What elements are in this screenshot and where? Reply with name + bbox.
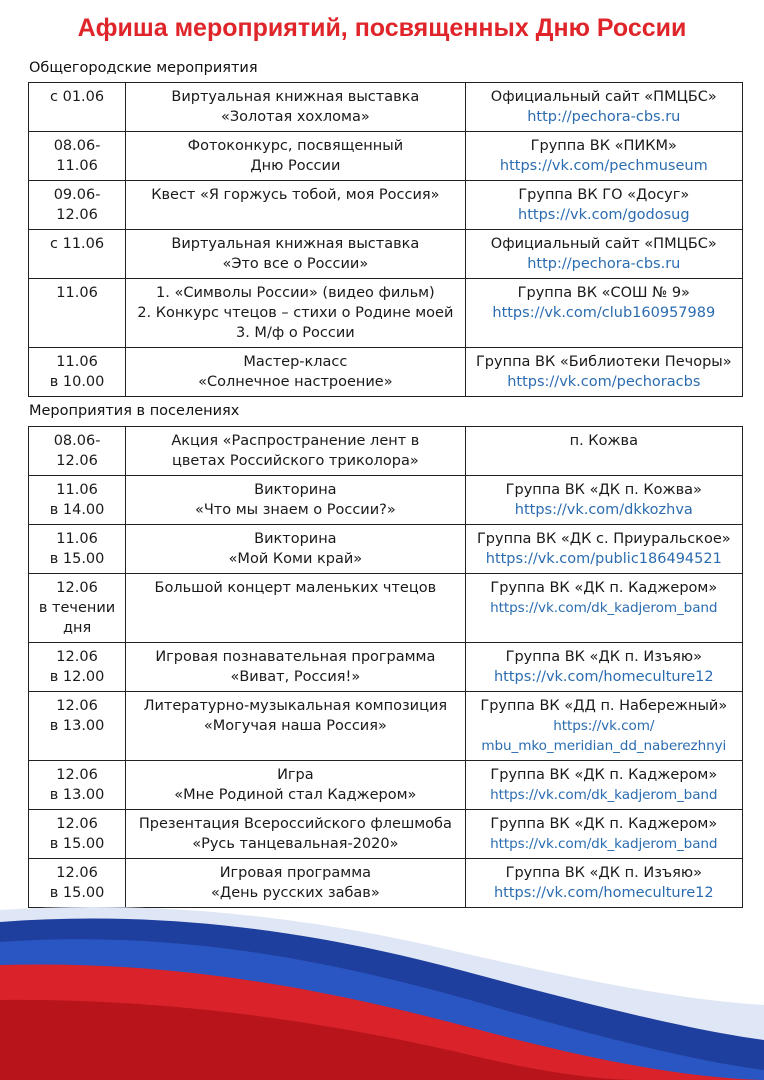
event-date: 12.06 в 13.00: [49, 698, 105, 734]
table-row: [29, 810, 743, 859]
venue-cell: [465, 643, 742, 692]
event-date: с 01.06: [50, 89, 105, 105]
event-date: 12.06 в 13.00: [49, 767, 105, 803]
date-cell: [29, 348, 126, 397]
event-text-line: Большой концерт маленьких чтецов: [154, 580, 437, 596]
venue-name: Официальный сайт «ПМЦБС»: [490, 236, 717, 252]
event-date: 09.06- 12.06: [53, 187, 101, 223]
event-cell: [126, 132, 465, 181]
event-cell: [126, 348, 465, 397]
venue-link[interactable]: https://vk.com/homeculture12: [493, 885, 714, 901]
event-text-line: «Золотая хохлома»: [221, 109, 370, 125]
event-date: 12.06 в 12.00: [49, 649, 105, 685]
venue-cell: [465, 574, 742, 643]
event-text-line: Викторина: [254, 531, 337, 547]
venue-cell: [465, 348, 742, 397]
date-cell: [29, 525, 126, 574]
date-cell: [29, 643, 126, 692]
venue-link[interactable]: https://vk.com/homeculture12: [493, 669, 714, 685]
venue-cell: [465, 181, 742, 230]
event-text-line: Акция «Распространение лент в: [171, 433, 420, 449]
date-cell: [29, 574, 126, 643]
event-text-line: 2. Конкурс чтецов – стихи о Родине моей: [137, 305, 454, 321]
date-cell: [29, 181, 126, 230]
event-date: 12.06 в 15.00: [49, 816, 105, 852]
date-cell: [29, 761, 126, 810]
table-row: [29, 279, 743, 348]
event-date: 08.06- 12.06: [53, 433, 101, 469]
event-text-line: «Русь танцевальная-2020»: [192, 836, 399, 852]
event-text-line: «Солнечное настроение»: [198, 374, 393, 390]
event-cell: [126, 525, 465, 574]
venue-name: Группа ВК «ДК п. Каджером»: [490, 816, 718, 832]
event-date: с 11.06: [50, 236, 105, 252]
table-row: [29, 761, 743, 810]
event-cell: [126, 230, 465, 279]
venue-name: Группа ВК «ДК п. Изъяю»: [505, 865, 702, 881]
table-row: [29, 427, 743, 476]
event-cell: [126, 810, 465, 859]
event-text-line: Виртуальная книжная выставка: [171, 89, 420, 105]
event-cell: [126, 476, 465, 525]
venue-cell: [465, 230, 742, 279]
event-text-line: Литературно-музыкальная композиция: [143, 698, 448, 714]
event-text-line: Квест «Я горжусь тобой, моя Россия»: [151, 187, 440, 203]
event-date: 12.06 в течении дня: [38, 580, 116, 636]
section-heading-city: Общегородские мероприятия: [29, 60, 258, 76]
event-date: 11.06 в 10.00: [49, 354, 105, 390]
event-cell: [126, 427, 465, 476]
venue-link[interactable]: https://vk.com/pechoracbs: [507, 374, 701, 390]
venue-link[interactable]: https://vk.com/dkkozhva: [514, 502, 693, 518]
table-row: [29, 83, 743, 132]
date-cell: [29, 230, 126, 279]
event-cell: [126, 279, 465, 348]
venue-cell: [465, 761, 742, 810]
section-heading-settlements: Мероприятия в поселениях: [29, 403, 240, 419]
date-cell: [29, 132, 126, 181]
settlement-events-table: [28, 426, 743, 908]
venue-name: Группа ВК «ДК п. Изъяю»: [505, 649, 702, 665]
venue-name: Группа ВК «Библиотеки Печоры»: [475, 354, 732, 370]
event-text-line: «Что мы знаем о России?»: [194, 502, 396, 518]
venue-name: Группа ВК «ДК п. Каджером»: [490, 767, 718, 783]
event-date: 11.06 в 14.00: [49, 482, 105, 518]
date-cell: [29, 279, 126, 348]
date-cell: [29, 476, 126, 525]
event-text-line: Игровая программа: [219, 865, 372, 881]
event-text-line: 1. «Символы России» (видео фильм): [156, 285, 435, 301]
venue-name: Официальный сайт «ПМЦБС»: [490, 89, 717, 105]
venue-cell: [465, 279, 742, 348]
venue-link[interactable]: https://vk.com/club160957989: [492, 305, 716, 321]
event-text-line: Мастер-класс: [243, 354, 348, 370]
event-date: 08.06- 11.06: [53, 138, 101, 174]
event-text-line: «Могучая наша Россия»: [203, 718, 387, 734]
event-cell: [126, 181, 465, 230]
event-text-line: Игра: [277, 767, 314, 783]
venue-name: Группа ВК ГО «Досуг»: [518, 187, 690, 203]
event-text-line: «Это все о России»: [222, 256, 369, 272]
table-row: [29, 132, 743, 181]
event-cell: [126, 643, 465, 692]
venue-cell: [465, 83, 742, 132]
venue-name: Группа ВК «ДК п. Каджером»: [490, 580, 718, 596]
event-text-line: «День русских забав»: [211, 885, 380, 901]
venue-cell: [465, 476, 742, 525]
event-cell: [126, 83, 465, 132]
venue-link[interactable]: https://vk.com/dk_kadjerom_band: [490, 787, 718, 803]
event-text-line: Виртуальная книжная выставка: [171, 236, 420, 252]
venue-link[interactable]: https://vk.com/ mbu_mko_meridian_dd_naberezhnyi: [481, 718, 727, 754]
venue-cell: [465, 692, 742, 761]
city-events-table: [28, 82, 743, 397]
venue-link[interactable]: https://vk.com/pechmuseum: [499, 158, 708, 174]
event-text-line: «Мне Родиной стал Каджером»: [174, 787, 417, 803]
venue-link[interactable]: https://vk.com/godosug: [518, 207, 690, 223]
event-text-line: Фотоконкурс, посвященный: [187, 138, 404, 154]
table-row: [29, 348, 743, 397]
date-cell: [29, 427, 126, 476]
event-text-line: Игровая познавательная программа: [155, 649, 436, 665]
venue-cell: [465, 525, 742, 574]
page-title: Афиша мероприятий, посвященных Дню России: [77, 14, 687, 42]
table-row: [29, 643, 743, 692]
venue-name: п. Кожва: [569, 433, 638, 449]
date-cell: [29, 810, 126, 859]
venue-link[interactable]: https://vk.com/public186494521: [485, 551, 722, 567]
table-row: [29, 230, 743, 279]
table-row: [29, 476, 743, 525]
event-cell: [126, 692, 465, 761]
event-text-line: Викторина: [254, 482, 337, 498]
event-text-line: Дню России: [250, 158, 341, 174]
table-row: [29, 181, 743, 230]
venue-cell: [465, 132, 742, 181]
venue-link[interactable]: http://pechora-cbs.ru: [527, 109, 681, 125]
venue-name: Группа ВК «ДК п. Кожва»: [505, 482, 702, 498]
date-cell: [29, 692, 126, 761]
venue-cell: [465, 427, 742, 476]
event-text-line: цветах Российского триколора»: [171, 453, 419, 469]
venue-link[interactable]: http://pechora-cbs.ru: [527, 256, 681, 272]
venue-link[interactable]: https://vk.com/dk_kadjerom_band: [490, 836, 718, 852]
table-row: [29, 692, 743, 761]
venue-name: Группа ВК «ДК с. Приуральское»: [476, 531, 731, 547]
venue-name: Группа ВК «ПИКМ»: [530, 138, 677, 154]
event-cell: [126, 574, 465, 643]
event-text-line: «Виват, Россия!»: [230, 669, 361, 685]
date-cell: [29, 83, 126, 132]
table-row: [29, 574, 743, 643]
event-date: 11.06 в 15.00: [49, 531, 105, 567]
event-text-line: Презентация Всероссийского флешмоба: [138, 816, 452, 832]
event-text-line: «Мой Коми край»: [228, 551, 363, 567]
event-date: 12.06 в 15.00: [49, 865, 105, 901]
venue-name: Группа ВК «ДД п. Набережный»: [480, 698, 728, 714]
event-text-line: 3. М/ф о России: [235, 325, 355, 341]
table-row: [29, 525, 743, 574]
venue-link[interactable]: https://vk.com/dk_kadjerom_band: [490, 600, 718, 616]
flag-wave-decoration: [0, 880, 764, 1080]
event-date: 11.06: [56, 285, 98, 301]
venue-name: Группа ВК «СОШ № 9»: [517, 285, 690, 301]
venue-cell: [465, 810, 742, 859]
event-cell: [126, 761, 465, 810]
